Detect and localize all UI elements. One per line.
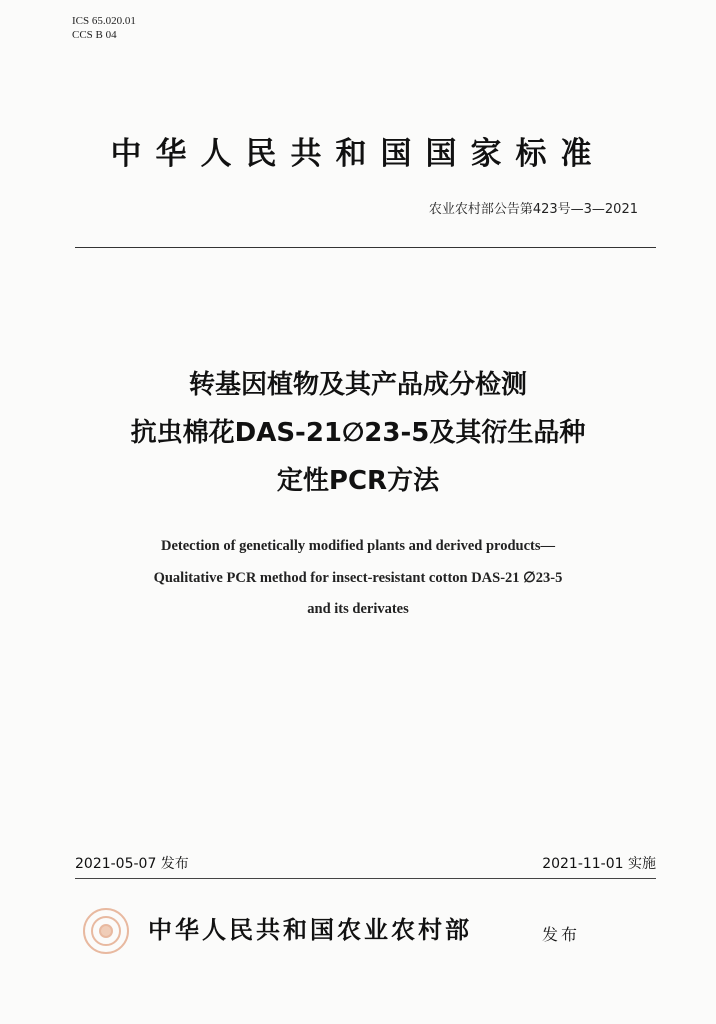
header-divider: [75, 247, 656, 248]
title-en-line2: Qualitative PCR method for insect-resistant cotton DAS-21 ∅23-5: [153, 570, 563, 586]
standard-type-heading: 中华人民共和国国家标准: [110, 136, 606, 172]
ics-code: ICS 65.020.01: [72, 15, 136, 27]
ministry-seal-icon: [80, 905, 132, 957]
date-divider: [75, 878, 656, 879]
issuing-authority: 中华人民共和国农业农村部: [148, 915, 472, 944]
title-cn-line2: 抗虫棉花DAS-21∅23-5及其衍生品种: [130, 418, 586, 448]
issue-date: 2021-05-07 发布: [75, 856, 189, 872]
title-en-line1: Detection of genetically modified plants and derived products—: [160, 538, 556, 554]
title-cn-line1: 转基因植物及其产品成分检测: [188, 370, 527, 400]
issue-label: 发布: [542, 925, 581, 944]
ccs-code: CCS B 04: [72, 29, 117, 41]
title-en-line3: and its derivates: [307, 601, 409, 617]
announcement-number: 农业农村部公告第423号—3—2021: [428, 202, 638, 217]
classification-codes: [72, 14, 136, 42]
effective-date: 2021-11-01 实施: [542, 856, 656, 872]
title-cn-line3: 定性PCR方法: [276, 466, 440, 496]
